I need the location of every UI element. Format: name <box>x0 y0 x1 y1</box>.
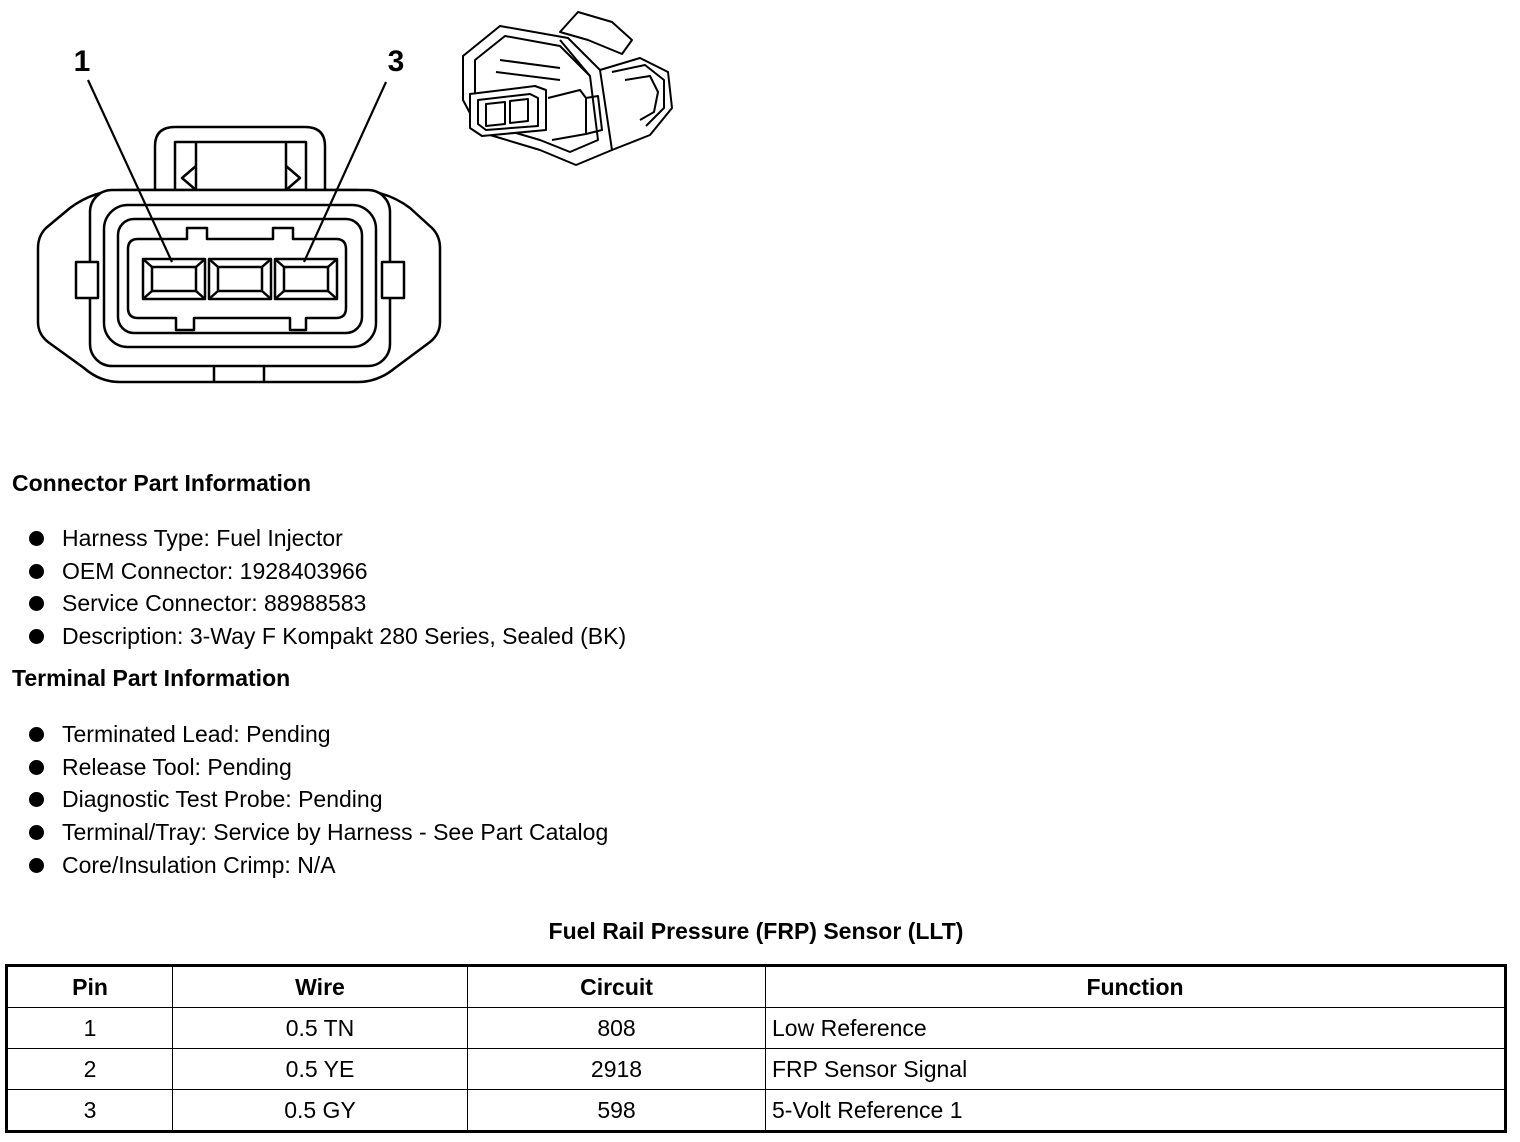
table-title: Fuel Rail Pressure (FRP) Sensor (LLT) <box>548 918 964 944</box>
list-item: OEM Connector: 1928403966 <box>28 555 626 588</box>
column-header-circuit: Circuit <box>468 966 766 1008</box>
table-row <box>7 1049 1506 1090</box>
bullet-icon <box>29 792 44 807</box>
column-header-pin: Pin <box>7 966 173 1008</box>
list-item: Core/Insulation Crimp: N/A <box>28 849 608 882</box>
list-item: Harness Type: Fuel Injector <box>28 522 626 555</box>
cell-function: 5-Volt Reference 1 <box>766 1090 1506 1132</box>
table-row <box>7 1090 1506 1132</box>
bullet-icon <box>29 858 44 873</box>
list-item: Terminated Lead: Pending <box>28 718 608 751</box>
bullet-icon <box>29 760 44 775</box>
column-header-wire: Wire <box>173 966 468 1008</box>
bullet-icon <box>29 727 44 742</box>
bullet-icon <box>29 596 44 611</box>
cell-circuit: 808 <box>468 1008 766 1049</box>
connector-face-view <box>38 80 440 382</box>
bullet-icon <box>29 564 44 579</box>
terminal-part-info-heading: Terminal Part Information <box>12 665 291 691</box>
list-item: Terminal/Tray: Service by Harness - See Part Catalog <box>28 816 608 849</box>
cell-wire: 0.5 GY <box>173 1090 468 1132</box>
connector-part-info-heading: Connector Part Information <box>12 470 312 496</box>
list-item: Description: 3-Way F Kompakt 280 Series, Sealed (BK) <box>28 620 626 653</box>
cell-wire: 0.5 TN <box>173 1008 468 1049</box>
cell-pin: 3 <box>7 1090 173 1132</box>
bullet-icon <box>29 629 44 644</box>
cell-pin: 1 <box>7 1008 173 1049</box>
cell-function: FRP Sensor Signal <box>766 1049 1506 1090</box>
column-header-function: Function <box>766 966 1506 1008</box>
cell-function: Low Reference <box>766 1008 1506 1049</box>
list-item: Diagnostic Test Probe: Pending <box>28 783 608 816</box>
bullet-icon <box>29 531 44 546</box>
cell-circuit: 2918 <box>468 1049 766 1090</box>
pinout-table <box>5 964 1507 1133</box>
connector-diagram <box>0 0 720 400</box>
terminal-part-info-list <box>28 718 608 881</box>
connector-3d-illustration <box>463 12 672 165</box>
cell-circuit: 598 <box>468 1090 766 1132</box>
cell-pin: 2 <box>7 1049 173 1090</box>
table-header-row <box>7 966 1506 1008</box>
table-row <box>7 1008 1506 1049</box>
bullet-icon <box>29 825 44 840</box>
pin-label-3: 3 <box>387 45 405 78</box>
list-item: Release Tool: Pending <box>28 751 608 784</box>
list-item: Service Connector: 88988583 <box>28 587 626 620</box>
cell-wire: 0.5 YE <box>173 1049 468 1090</box>
pin-label-1: 1 <box>73 45 91 78</box>
connector-part-info-list <box>28 522 626 653</box>
